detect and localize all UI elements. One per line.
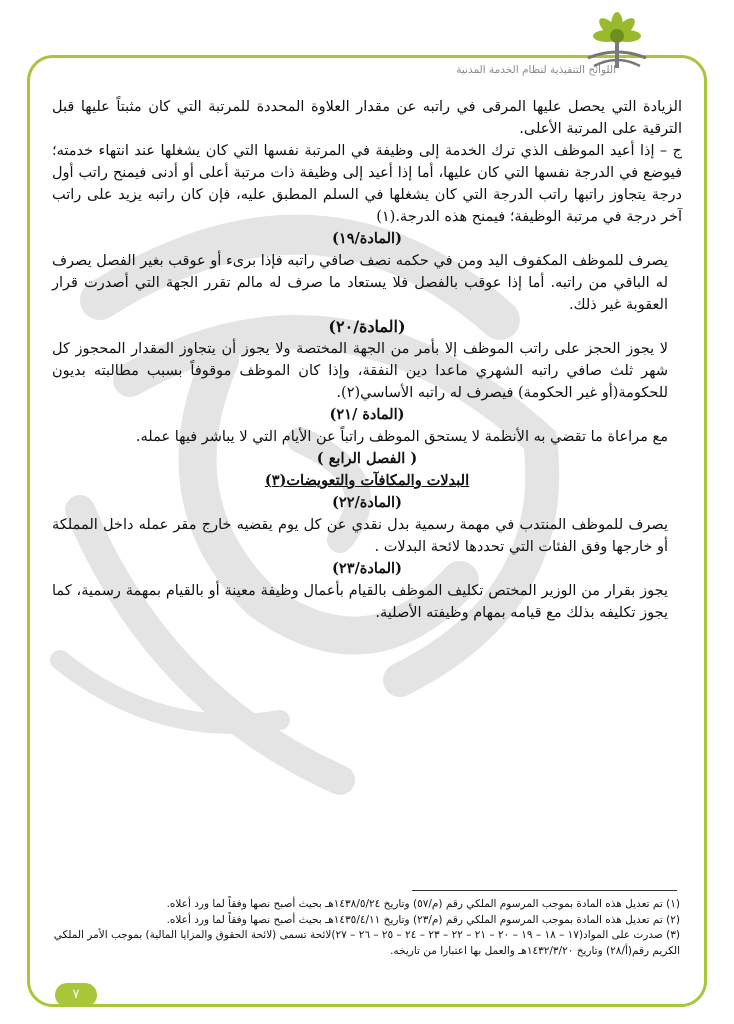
article-20-text: لا يجوز الحجز على راتب الموظف إلا بأمر من الجهة المختصة ولا يجوز أن يتجاوز المقدار المحجوز كل شهر ثلث صافي راتبه الشهري ماعدا دين النفقة، وإذا كان الموظف موقوفاً بسبب مطالبته بديون للحكومة(أو غير الحكومة) فيصرف له راتبه الأساسي(٢). bbox=[52, 341, 668, 401]
article-22-heading: (المادة/٢٢) bbox=[332, 494, 402, 511]
footnote-2: (٢) تم تعديل هذه المادة بموجب المرسوم الملكي رقم (م/٢٣) وتاريخ ١٤٣٥/٤/١١هـ بحيث أصبح نصها وفقاً لما ورد أعلاه. bbox=[166, 913, 680, 926]
document-body bbox=[52, 96, 682, 624]
article-20-heading: (المادة/٢٠) bbox=[328, 317, 406, 336]
article-21-text: مع مراعاة ما تقضي به الأنظمة لا يستحق الموظف راتباً عن الأيام التي لا يباشر فيها عمله. bbox=[135, 429, 668, 445]
footnote-1: (١) تم تعديل هذه المادة بموجب المرسوم الملكي رقم (م/٥٧) وتاريخ ١٤٣٨/٥/٢٤هـ بحيث أصبح نصها وفقاً لما ورد أعلاه. bbox=[166, 898, 680, 910]
clause-c-paragraph: ج – إذا أعيد الموظف الذي ترك الخدمة إلى وظيفة في المرتبة نفسها التي كان يشغلها عند انتهاء خدمته؛ فيوضع في الدرجة نفسها التي كان عليها، أما إذا أعيد إلى وظيفة ذات مرتبة أعلى أو أدنى فيمنح راتب أول درجة يتجاوز راتبها راتب الدرجة التي كان يشغلها في السلم المطبق عليه، فإن كان راتبه يزيد على راتب آخر درجة في مرتبة الوظيفة؛ فيمنح هذه الدرجة.(١) bbox=[52, 143, 682, 225]
article-23-heading: (المادة/٢٣) bbox=[332, 560, 402, 577]
article-19-text: يصرف للموظف المكفوف اليد ومن في حكمه نصف صافي راتبه فإذا برىء أو عوقب بغير الفصل يصرف له الباقي من راتبه. أما إذا عوقب بالفصل فلا يستعاد ما صرف له مالم تقرر الجهة التي أصدرت قرار العقوبة غير ذلك. bbox=[52, 253, 668, 313]
continuation-paragraph: الزيادة التي يحصل عليها المرقى في راتبه عن مقدار العلاوة المحددة للمرتبة التي كان مثبتاً عليها قبل الترقية على المرتبة الأعلى. bbox=[52, 99, 682, 137]
footnote-divider bbox=[412, 890, 677, 891]
section-heading: البدلات والمكافآت والتعويضات(٣) bbox=[264, 472, 470, 489]
header-title: اللوائح التنفيذية لنظام الخدمة المدنية bbox=[456, 64, 616, 76]
article-22-text: يصرف للموظف المنتدب في مهمة رسمية بدل نقدي عن كل يوم يقضيه خارج مقر عمله داخل المملكة أو خارجها وفق الفئات التي تحددها لائحة البدلات . bbox=[52, 517, 668, 555]
chapter-heading: ( الفصل الرابع ) bbox=[316, 450, 418, 467]
article-21-heading: (المادة /٢١) bbox=[329, 406, 405, 423]
article-19-heading: (المادة/١٩) bbox=[332, 230, 402, 247]
footnotes bbox=[52, 897, 680, 959]
page-number: ٧ bbox=[55, 983, 97, 1007]
article-23-text: يجوز بقرار من الوزير المختص تكليف الموظف بالقيام بأعمال وظيفة معينة أو بالقيام بمهمة رسمية، كما يجوز تكليفه بذلك مع قيامه بمهام وظيفته الأصلية. bbox=[52, 583, 668, 621]
footnote-3: (٣) صدرت على المواد(١٧ – ١٨ – ١٩ – ٢٠ – ٢١ – ٢٢ – ٢٣ – ٢٤ – ٢٥ – ٢٦ – ٢٧)لائحة تسمى (لائحة الحقوق والمزايا المالية) بموجب الأمر الملكي الكريم رقم(أ/٢٨) وتاريخ ١٤٣٢/٣/٢٠هـ والعمل بها اعتبارا من تاريخه. bbox=[53, 929, 680, 957]
